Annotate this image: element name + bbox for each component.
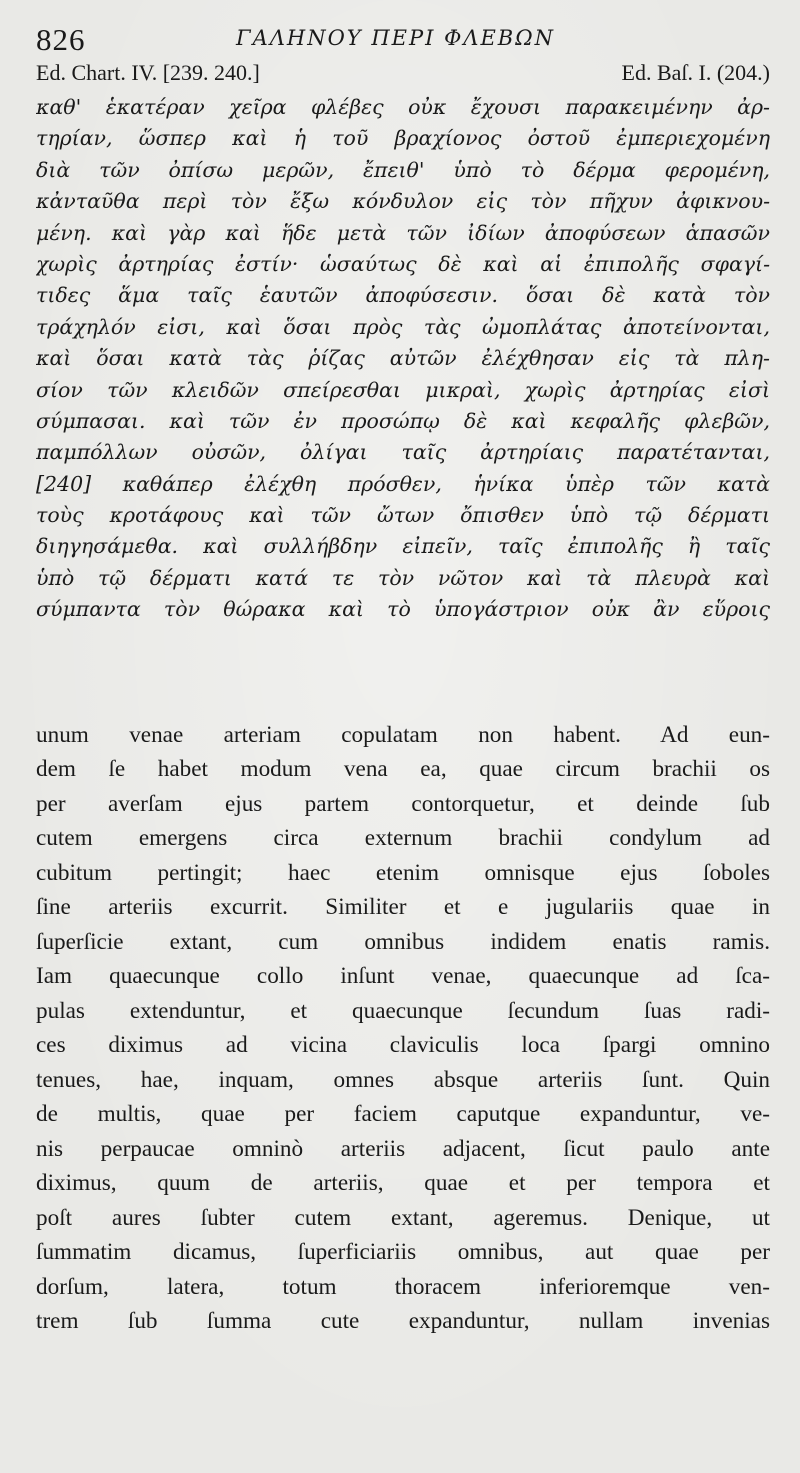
latin-text-line: Iam quaecunque collo inſunt venae, quaecunque ad ſca-	[36, 963, 770, 990]
greek-text-line: σύμπαντα τὸν θώρακα καὶ τὸ ὑπογάστριον οὐκ ἂν εὕροις	[36, 597, 770, 622]
page-header	[36, 18, 770, 58]
greek-text-line: τράχηλόν εἰσι, καὶ ὅσαι πρὸς τὰς ὠμοπλάτας ἀποτείνονται,	[36, 314, 770, 339]
greek-text-line: διηγησάμεθα. καὶ συλλήβδην εἰπεῖν, ταῖς ἐπιπολῆς ἢ ταῖς	[36, 534, 770, 559]
latin-text-line: dorſum, latera, totum thoracem inferioremque ven-	[36, 1273, 770, 1300]
latin-text-line: ces diximus ad vicina claviculis loca ſpargi omnino	[36, 1032, 770, 1059]
running-title: ΓΑΛΗΝΟΥ ΠΕΡΙ ΦΛΕΒΩΝ	[236, 26, 556, 50]
latin-text-line: poſt aures ſubter cutem extant, ageremus. Denique, ut	[36, 1204, 770, 1231]
edition-basel-reference: Ed. Baſ. I. (204.)	[621, 60, 770, 85]
latin-text-line: unum venae arteriam copulatam non habent. Ad eun-	[36, 721, 770, 748]
latin-text-line: ſummatim dicamus, ſuperficiariis omnibus, aut quae per	[36, 1239, 770, 1266]
blank-gap	[36, 626, 770, 718]
greek-text-line: τηρίαν, ὥσπερ καὶ ἡ τοῦ βραχίονος ὀστοῦ ἐμπεριεχομένη	[36, 126, 770, 151]
latin-text-line: pulas extenduntur, et quaecunque ſecundum ſuas radi-	[36, 997, 770, 1024]
latin-text-line: cutem emergens circa externum brachii condylum ad	[36, 825, 770, 852]
latin-text-line: de multis, quae per faciem caputque expanduntur, ve-	[36, 1101, 770, 1128]
greek-text-line: τοὺς κροτάφους καὶ τῶν ὤτων ὄπισθεν ὑπὸ τῷ δέρματι	[36, 503, 770, 528]
latin-text-line: diximus, quum de arteriis, quae et per tempora et	[36, 1170, 770, 1197]
latin-text-line: trem ſub ſumma cute expanduntur, nullam invenias	[36, 1308, 770, 1335]
greek-text-line: τιδες ἅμα ταῖς ἑαυτῶν ἀποφύσεσιν. ὅσαι δὲ κατὰ τὸν	[36, 283, 770, 308]
latin-text-line: nis perpaucae omninò arteriis adjacent, ſicut paulo ante	[36, 1135, 770, 1162]
greek-text-line: μένη. καὶ γὰρ καὶ ἥδε μετὰ τῶν ἰδίων ἀποφύσεων ἁπασῶν	[36, 220, 770, 245]
greek-text-line: χωρὶς ἀρτηρίας ἐστίν· ὡσαύτως δὲ καὶ αἱ ἐπιπολῆς σφαγί-	[36, 251, 770, 276]
greek-text-line: κἀνταῦθα περὶ τὸν ἔξω κόνδυλον εἰς τὸν πῆχυν ἀφικνου-	[36, 189, 770, 214]
page-number: 826	[36, 22, 86, 57]
edition-chartier-reference: Ed. Chart. IV. [239. 240.]	[36, 60, 260, 85]
greek-text-line: σίον τῶν κλειδῶν σπείρεσθαι μικραὶ, χωρὶς ἀρτηρίας εἰσὶ	[36, 377, 770, 402]
greek-text-block	[36, 92, 770, 626]
latin-text-line: tenues, hae, inquam, omnes absque arteriis ſunt. Quin	[36, 1066, 770, 1093]
latin-text-block	[36, 718, 770, 1339]
latin-text-line: cubitum pertingit; haec etenim omnisque ejus ſoboles	[36, 859, 770, 886]
greek-text-line: ὑπὸ τῷ δέρματι κατά τε τὸν νῶτον καὶ τὰ πλευρὰ καὶ	[36, 565, 770, 590]
latin-text-line: ſine arteriis excurrit. Similiter et e jugulariis quae in	[36, 894, 770, 921]
latin-text-line: per averſam ejus partem contorquetur, et deinde ſub	[36, 790, 770, 817]
greek-text-line: καθ' ἑκατέραν χεῖρα φλέβες οὐκ ἔχουσι παρακειμένην ἀρ-	[36, 95, 770, 119]
greek-text-line: διὰ τῶν ὀπίσω μερῶν, ἔπειθ' ὑπὸ τὸ δέρμα φερομένη,	[36, 157, 770, 182]
greek-text-line: παμπόλλων οὐσῶν, ὀλίγαι ταῖς ἀρτηρίαις παρατέτανται,	[36, 440, 770, 465]
latin-text-line: dem ſe habet modum vena ea, quae circum brachii os	[36, 756, 770, 783]
greek-text-line: καὶ ὅσαι κατὰ τὰς ῥίζας αὐτῶν ἐλέχθησαν εἰς τὰ πλη-	[36, 346, 770, 371]
greek-text-line: [240] καθάπερ ἐλέχθη πρόσθεν, ἡνίκα ὑπὲρ τῶν κατὰ	[36, 471, 770, 496]
latin-text-line: ſuperſicie extant, cum omnibus indidem enatis ramis.	[36, 928, 770, 955]
greek-text-line: σύμπασαι. καὶ τῶν ἐν προσώπῳ δὲ καὶ κεφαλῆς φλεβῶν,	[36, 408, 770, 433]
edition-reference-line	[36, 58, 770, 92]
